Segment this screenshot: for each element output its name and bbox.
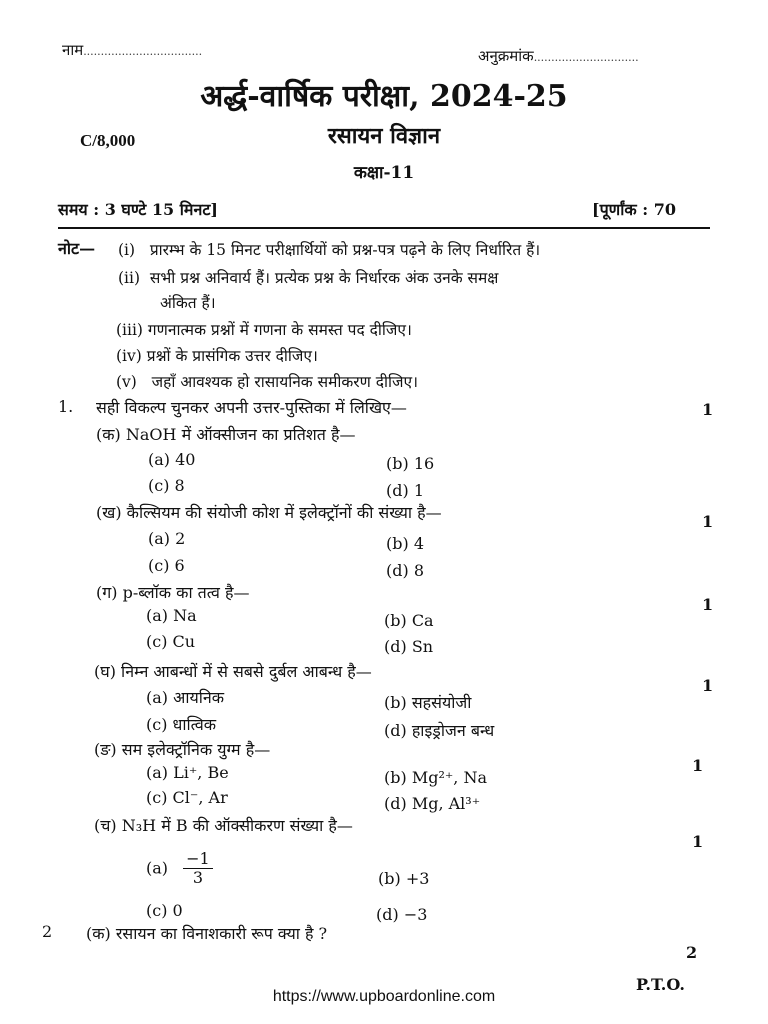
part-gha xyxy=(94,660,372,682)
option-c: (c) 0 xyxy=(146,901,183,920)
fraction xyxy=(183,850,213,886)
option-a: (a) Na xyxy=(146,606,197,625)
option-b: (b) +3 xyxy=(378,869,430,888)
note-text: प्रारम्भ के 15 मिनट परीक्षार्थियों को प्रश्न-पत्र पढ़ने के लिए निर्धारित हैं। xyxy=(149,241,541,259)
option-d: (d) 8 xyxy=(386,561,424,580)
fraction-denominator: 3 xyxy=(192,867,204,887)
note-text: गणनात्मक प्रश्नों में गणना के समस्त पद दीजिए। xyxy=(147,321,412,339)
note-item-2 xyxy=(118,266,498,288)
exam-title: अर्द्ध-वार्षिक परीक्षा, 2024-25 xyxy=(200,79,568,114)
option-label: (a) xyxy=(146,858,169,878)
note-item-1 xyxy=(118,238,540,260)
question-2-mark: 2 xyxy=(686,943,698,962)
option-a xyxy=(146,850,213,886)
part-text: p-ब्लॉक का तत्व है— xyxy=(122,583,250,602)
name-field xyxy=(62,40,202,60)
name-dots: .................................. xyxy=(83,45,203,58)
part-text: रसायन का विनाशकारी रूप क्या है ? xyxy=(115,924,328,943)
part-label: (ग) xyxy=(96,583,118,602)
option-d: (d) −3 xyxy=(376,905,428,924)
option-c: (c) Cl⁻, Ar xyxy=(146,788,228,807)
option-c: (c) धात्विक xyxy=(146,715,217,734)
option-c: (c) Cu xyxy=(146,632,196,651)
part-label: (ख) xyxy=(96,503,122,522)
note-num: (iii) xyxy=(116,321,143,339)
part-label: (ङ) xyxy=(94,740,117,759)
part-ka xyxy=(96,423,355,445)
max-marks: [पूर्णांक : 70 xyxy=(592,200,676,219)
note-item-3 xyxy=(116,318,412,340)
option-a: (a) 40 xyxy=(148,450,196,469)
note-text: जहाँ आवश्यक हो रासायनिक समीकरण दीजिए। xyxy=(151,373,418,391)
option-b: (b) सहसंयोजी xyxy=(384,693,472,712)
subject-title: रसायन विज्ञान xyxy=(327,123,441,149)
option-d: (d) हाइड्रोजन बन्ध xyxy=(384,721,495,740)
part-ga xyxy=(96,581,250,603)
part-nga-mark: 1 xyxy=(692,756,704,775)
note-num: (v) xyxy=(116,373,137,391)
note-label: नोट— xyxy=(58,239,96,258)
roll-dots: .............................. xyxy=(533,51,639,64)
question-2-part-ka xyxy=(86,922,327,944)
part-nga xyxy=(94,738,270,760)
option-c: (c) 8 xyxy=(148,476,185,495)
option-d: (d) Mg, Al³⁺ xyxy=(384,794,481,813)
note-text: प्रश्नों के प्रासंगिक उत्तर दीजिए। xyxy=(146,347,318,365)
option-c: (c) 6 xyxy=(148,556,185,575)
note-num: (ii) xyxy=(118,269,141,287)
note-item-2-cont: अंकित हैं। xyxy=(160,294,216,312)
part-label: (क) xyxy=(86,924,111,943)
part-text: N₃H में B की ऑक्सीकरण संख्या है— xyxy=(121,816,353,835)
note-item-5 xyxy=(116,370,418,392)
part-ga-mark: 1 xyxy=(702,595,714,614)
part-text: NaOH में ऑक्सीजन का प्रतिशत है— xyxy=(125,425,356,444)
option-d: (d) Sn xyxy=(384,637,434,656)
question-1-text: सही विकल्प चुनकर अपनी उत्तर-पुस्तिका में लिखिए— xyxy=(96,398,407,417)
part-label: (च) xyxy=(94,816,117,835)
note-item-4 xyxy=(116,344,318,366)
option-a: (a) आयनिक xyxy=(146,688,225,707)
part-text: सम इलेक्ट्रॉनिक युग्म है— xyxy=(121,740,271,759)
question-1-mark: 1 xyxy=(702,400,714,419)
question-number-1: 1. xyxy=(58,397,74,416)
header-divider xyxy=(58,227,710,229)
part-cha-mark: 1 xyxy=(692,832,704,851)
note-text: सभी प्रश्न अनिवार्य हैं। प्रत्येक प्रश्न के निर्धारक अंक उनके समक्ष xyxy=(149,269,499,287)
part-text: कैल्सियम की संयोजी कोश में इलेक्ट्रॉनों की संख्या है— xyxy=(126,503,442,522)
name-label: नाम xyxy=(62,41,84,59)
option-d: (d) 1 xyxy=(386,481,424,500)
part-gha-mark: 1 xyxy=(702,676,714,695)
part-label: (क) xyxy=(96,425,121,444)
part-label: (घ) xyxy=(94,662,116,681)
note-num: (iv) xyxy=(116,347,142,365)
fraction-numerator: −1 xyxy=(183,850,213,869)
part-text: निम्न आबन्धों में से सबसे दुर्बल आबन्ध है— xyxy=(121,662,372,681)
footer-url[interactable]: https://www.upboardonline.com xyxy=(272,988,496,1005)
paper-code: C/8,000 xyxy=(80,131,136,150)
option-b: (b) 4 xyxy=(386,534,424,553)
part-kha-mark: 1 xyxy=(702,512,714,531)
part-cha xyxy=(94,814,353,836)
roll-number-field xyxy=(478,46,639,66)
option-b: (b) 16 xyxy=(386,454,435,473)
option-b: (b) Ca xyxy=(384,611,434,630)
note-num: (i) xyxy=(118,241,136,259)
part-kha xyxy=(96,501,442,523)
pto-label: P.T.O. xyxy=(636,975,685,994)
roll-label: अनुक्रमांक xyxy=(478,47,534,65)
option-b: (b) Mg²⁺, Na xyxy=(384,768,488,787)
question-number-2: 2 xyxy=(42,922,53,941)
option-a: (a) Li⁺, Be xyxy=(146,763,229,782)
time-allowed: समय : 3 घण्टे 15 मिनट] xyxy=(58,200,218,219)
class-label: कक्षा-11 xyxy=(353,163,415,183)
option-a: (a) 2 xyxy=(148,529,186,548)
